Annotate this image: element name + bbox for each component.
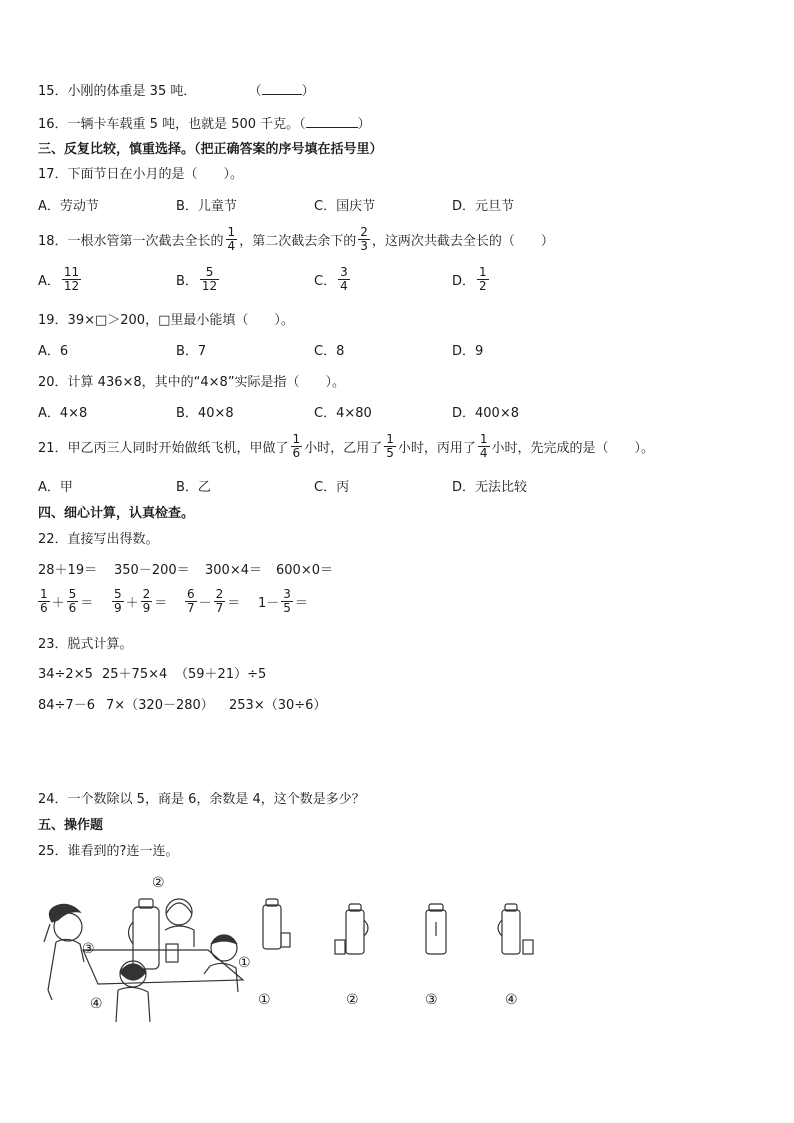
question-18-part3: ，这两次共截去全长的（ ）	[371, 234, 554, 249]
q19-option-a[interactable]: A．6	[38, 344, 69, 359]
numerator: 1	[40, 587, 48, 601]
fraction-calc-item	[36, 588, 93, 615]
question-15	[38, 82, 315, 101]
question-21-part2: 小时，乙用了	[304, 441, 383, 456]
option-label: B．	[176, 274, 198, 289]
q19-option-d[interactable]: D．9	[452, 344, 484, 359]
numerator: 2	[142, 587, 151, 601]
question-16-text: 16．一辆卡车载重 5 吨，也就是 500 千克。	[38, 117, 300, 132]
numerator: 5	[205, 265, 214, 279]
q20-option-c[interactable]: C．4×80	[314, 406, 372, 421]
denominator: 6	[68, 601, 77, 615]
fraction	[141, 588, 153, 615]
equals-sign: ＝	[80, 596, 94, 611]
q17-option-a[interactable]: A．劳动节	[38, 199, 99, 214]
denominator: 7	[215, 601, 224, 615]
scene-label: ②	[152, 875, 165, 891]
fraction	[67, 588, 79, 615]
answer-blank-15[interactable]	[262, 82, 302, 95]
question-22: 22．直接写出得数。	[38, 532, 159, 547]
scene-illustration	[38, 872, 288, 1022]
q20-option-a[interactable]: A．4×8	[38, 406, 88, 421]
calc-item: 25＋75×4	[102, 667, 168, 682]
option-label: A．	[38, 274, 60, 289]
fraction	[112, 588, 124, 615]
question-24: 24．一个数除以 5，商是 6，余数是 4，这个数是多少？	[38, 792, 365, 807]
question-21-part3: 小时，丙用了	[397, 441, 476, 456]
calc-item: 28＋19＝	[38, 563, 98, 578]
option-label: C．	[314, 274, 337, 289]
numerator: 1	[479, 432, 488, 446]
fraction	[281, 588, 293, 615]
q21-option-c[interactable]: C．丙	[314, 480, 350, 495]
thermos-shape	[133, 907, 159, 969]
answer-paren-close: ）	[301, 84, 315, 99]
denominator: 7	[187, 601, 195, 615]
calc-item: 7×（320－280）	[106, 698, 214, 713]
q20-option-d[interactable]: D．400×8	[452, 406, 519, 421]
question-25: 25．谁看到的?连一连。	[38, 844, 179, 859]
fraction	[226, 226, 238, 253]
answer-paren-close: ）	[357, 117, 371, 132]
section-5-title: 五、操作题	[38, 818, 104, 833]
calc-item: 300×4＝	[205, 563, 262, 578]
operand: 1－	[258, 596, 280, 611]
q21-option-b[interactable]: B．乙	[176, 480, 211, 495]
numerator: 2	[360, 225, 368, 239]
question-18	[38, 226, 554, 253]
denominator: 6	[40, 601, 48, 615]
equals-sign: ＝	[294, 596, 308, 611]
fraction-calc-item	[110, 588, 167, 615]
denominator: 5	[386, 446, 394, 460]
denominator: 12	[63, 279, 80, 293]
calc-item: 84÷7－6	[38, 698, 95, 713]
question-21-part1: 21．甲乙丙三人同时开始做纸飞机，甲做了	[38, 441, 289, 456]
calc-item: （59＋21）÷5	[175, 667, 267, 682]
fraction	[478, 433, 490, 460]
question-23: 23．脱式计算。	[38, 637, 133, 652]
view-1-drawing[interactable]	[255, 895, 295, 955]
denominator: 12	[201, 279, 218, 293]
fraction-calc-item	[183, 588, 240, 615]
q20-option-b[interactable]: B．40×8	[176, 406, 234, 421]
calc-item: 34÷2×5	[38, 667, 93, 682]
answer-paren-open: （	[248, 84, 262, 99]
q19-option-b[interactable]: B．7	[176, 344, 207, 359]
view-4-drawing[interactable]	[490, 900, 540, 960]
fraction	[291, 433, 303, 460]
q18-option-a[interactable]	[38, 266, 83, 293]
numerator: 3	[340, 265, 348, 279]
operator: ＋	[125, 596, 139, 611]
fraction	[214, 588, 226, 615]
question-18-part2: ，第二次截去余下的	[239, 234, 357, 249]
question-15-text: 15．小刚的体重是 35 吨．	[38, 84, 197, 99]
numerator: 1	[227, 225, 236, 239]
table-shape	[83, 950, 243, 984]
numerator: 1	[386, 432, 394, 446]
fraction	[338, 266, 350, 293]
view-3-drawing[interactable]	[418, 900, 458, 960]
numerator: 6	[187, 587, 195, 601]
option-label: D．	[452, 274, 476, 289]
q17-option-c[interactable]: C．国庆节	[314, 199, 376, 214]
fraction	[384, 433, 396, 460]
answer-paren-open: （	[299, 117, 306, 132]
question-21-part4: 小时，先完成的是（ ）。	[491, 441, 655, 456]
view-label: ③	[425, 992, 438, 1008]
denominator: 6	[292, 446, 301, 460]
question-19: 19．39×□＞200，□里最小能填（ ）。	[38, 313, 294, 328]
view-2-drawing[interactable]	[332, 900, 377, 960]
view-label: ①	[258, 992, 271, 1008]
q18-option-c[interactable]	[314, 266, 352, 293]
denominator: 4	[227, 239, 236, 253]
denominator: 9	[114, 601, 122, 615]
denominator: 3	[360, 239, 368, 253]
scene-label: ①	[238, 955, 251, 971]
fraction	[38, 588, 50, 615]
view-label: ④	[505, 992, 518, 1008]
numerator: 1	[292, 432, 301, 446]
numerator: 11	[63, 265, 80, 279]
q17-option-b[interactable]: B．儿童节	[176, 199, 237, 214]
fraction	[185, 588, 197, 615]
numerator: 3	[283, 587, 291, 601]
scene-label: ④	[90, 996, 103, 1012]
question-18-part1: 18．一根水管第一次截去全长的	[38, 234, 224, 249]
q21-option-d[interactable]: D．无法比较	[452, 480, 528, 495]
numerator: 5	[68, 587, 77, 601]
q18-option-b[interactable]	[176, 266, 221, 293]
q18-option-d[interactable]	[452, 266, 491, 293]
denominator: 2	[479, 279, 487, 293]
fraction	[62, 266, 81, 293]
fraction	[358, 226, 370, 253]
q19-option-c[interactable]: C．8	[314, 344, 345, 359]
q21-option-a[interactable]: A．甲	[38, 480, 73, 495]
numerator: 2	[215, 587, 224, 601]
denominator: 4	[340, 279, 348, 293]
denominator: 9	[142, 601, 151, 615]
fraction	[477, 266, 489, 293]
calc-item: 350－200＝	[114, 563, 190, 578]
denominator: 5	[283, 601, 291, 615]
numerator: 5	[114, 587, 122, 601]
view-label: ②	[346, 992, 359, 1008]
fraction	[200, 266, 219, 293]
scene-label: ③	[82, 941, 95, 957]
equals-sign: ＝	[154, 596, 168, 611]
operator: －	[198, 596, 212, 611]
q17-option-d[interactable]: D．元旦节	[452, 199, 515, 214]
question-21	[38, 433, 654, 460]
section-4-title: 四、细心计算，认真检查。	[38, 506, 195, 521]
question-16	[38, 115, 371, 134]
question-20: 20．计算 436×8，其中的“4×8”实际是指（ ）。	[38, 375, 346, 390]
numerator: 1	[479, 265, 487, 279]
answer-blank-16[interactable]	[306, 115, 358, 128]
calc-item: 600×0＝	[276, 563, 333, 578]
section-3-title: 三、反复比较，慎重选择。（把正确答案的序号填在括号里）	[38, 142, 383, 157]
denominator: 4	[479, 446, 488, 460]
calc-item: 253×（30÷6）	[229, 698, 327, 713]
equals-sign: ＝	[227, 596, 241, 611]
question-17: 17．下面节日在小月的是（ ）。	[38, 167, 244, 182]
operator: ＋	[51, 596, 65, 611]
fraction-calc-item	[258, 588, 308, 615]
